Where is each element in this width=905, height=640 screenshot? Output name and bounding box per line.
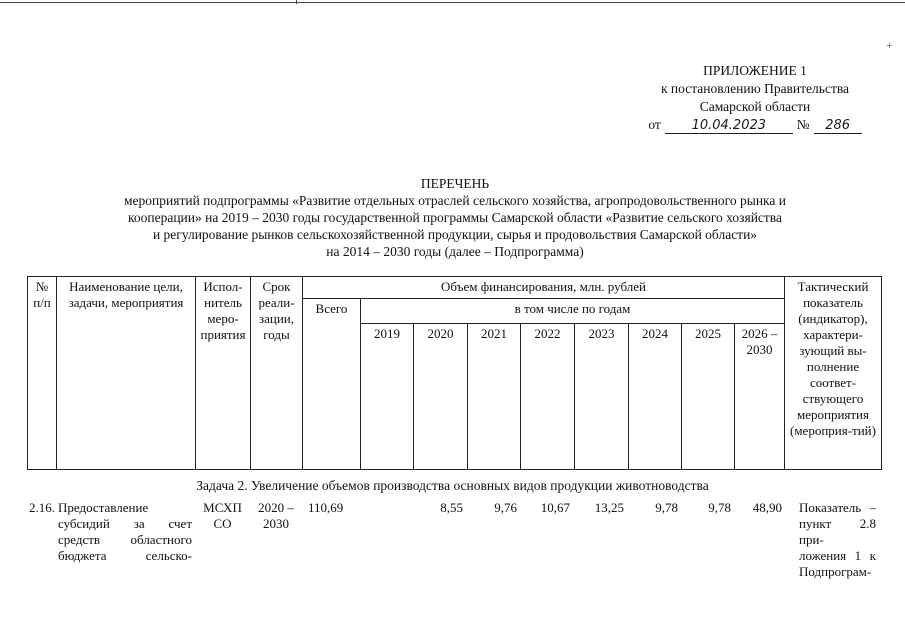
row-value: 9,78: [708, 500, 731, 515]
appendix-title: ПРИЛОЖЕНИЕ 1: [703, 63, 807, 78]
header-term: Срок реали-зации, годы: [251, 277, 303, 470]
row-executor: [195, 500, 250, 532]
header-year: 2026 – 2030: [735, 324, 785, 470]
appendix-block: [620, 62, 890, 134]
row-indicator: [799, 500, 876, 580]
header-year: 2019: [361, 324, 414, 470]
row-name-line: субсидий за счет: [58, 516, 192, 531]
header-by-years: в том числе по годам: [361, 299, 785, 324]
row-value: 48,90: [752, 500, 782, 515]
title-line-4: на 2014 – 2030 годы (далее – Подпрограмма): [326, 244, 584, 259]
row-name: [58, 500, 192, 564]
corner-mark: +: [886, 38, 893, 52]
document-title: [60, 175, 850, 260]
row-value: 8,55: [440, 500, 463, 515]
header-year: 2022: [521, 324, 575, 470]
table-row: [27, 500, 878, 580]
header-year: 2025: [682, 324, 735, 470]
row-value: 10,67: [540, 500, 570, 515]
number-label: №: [796, 117, 810, 132]
row-value: 9,76: [494, 500, 517, 515]
row-executor-line: МСХП: [203, 500, 242, 515]
row-term-line: 2030: [263, 516, 289, 531]
row-name-line: Предоставление: [58, 500, 149, 515]
header-funding: Объем финансирования, млн. рублей: [303, 277, 785, 299]
appendix-resolution: к постановлению Правительства: [660, 81, 850, 96]
handwritten-date: 10.04.2023: [665, 118, 793, 134]
row-term-line: 2020 –: [258, 500, 294, 515]
header-year: 2020: [414, 324, 468, 470]
title-line-3: и регулирование рынков сельскохозяйственной продукции, сырья и продовольствия Самарской области»: [152, 227, 758, 242]
header-name: Наименование цели, задачи, мероприятия: [57, 277, 196, 470]
handwritten-number: 286: [814, 118, 862, 134]
row-name-line: средств областного: [58, 532, 192, 547]
header-executor: Испол-нитель меро-приятия: [196, 277, 251, 470]
title-heading: ПЕРЕЧЕНЬ: [420, 176, 490, 191]
title-line-2: кооперации» на 2019 – 2030 годы государственной программы Самарской области «Развитие сельского хозяйства: [128, 210, 782, 225]
task-title: Задача 2. Увеличение объемов производства основных видов продукции животноводства: [196, 478, 709, 493]
row-indicator-line: пункт 2.8 при-: [799, 516, 876, 547]
row-executor-line: СО: [213, 516, 232, 531]
row-num: 2.16.: [29, 500, 55, 515]
top-tick-mark: [296, 0, 297, 4]
row-indicator-line: Показатель –: [799, 500, 876, 515]
appendix-region: Самарской области: [699, 99, 811, 114]
header-year: 2024: [629, 324, 682, 470]
appendix-date-row: [620, 116, 890, 134]
row-total: 110,69: [308, 500, 344, 515]
header-num: № п/п: [28, 277, 57, 470]
table-header-wrap: [27, 276, 882, 470]
header-total: Всего: [303, 299, 361, 470]
row-value: 9,78: [655, 500, 678, 515]
row-indicator-line: Подпрограм-: [799, 564, 872, 579]
row-value: 13,25: [594, 500, 624, 515]
row-name-line: бюджета сельско-: [58, 548, 192, 563]
top-border-line: [0, 2, 905, 3]
row-term: [250, 500, 302, 532]
header-year: 2023: [575, 324, 629, 470]
table-header: [27, 276, 882, 470]
header-year: 2021: [468, 324, 521, 470]
row-indicator-line: ложения 1 к: [799, 548, 876, 563]
header-indicator: Тактический показатель (индикатор), характери-зующий вы-полнение соответ-ствующего мероприятия (мероприя-тий): [785, 277, 882, 470]
date-label: от: [648, 117, 661, 132]
title-line-1: мероприятий подпрограммы «Развитие отдельных отраслей сельского хозяйства, агропродовольственного рынка и: [124, 193, 786, 208]
